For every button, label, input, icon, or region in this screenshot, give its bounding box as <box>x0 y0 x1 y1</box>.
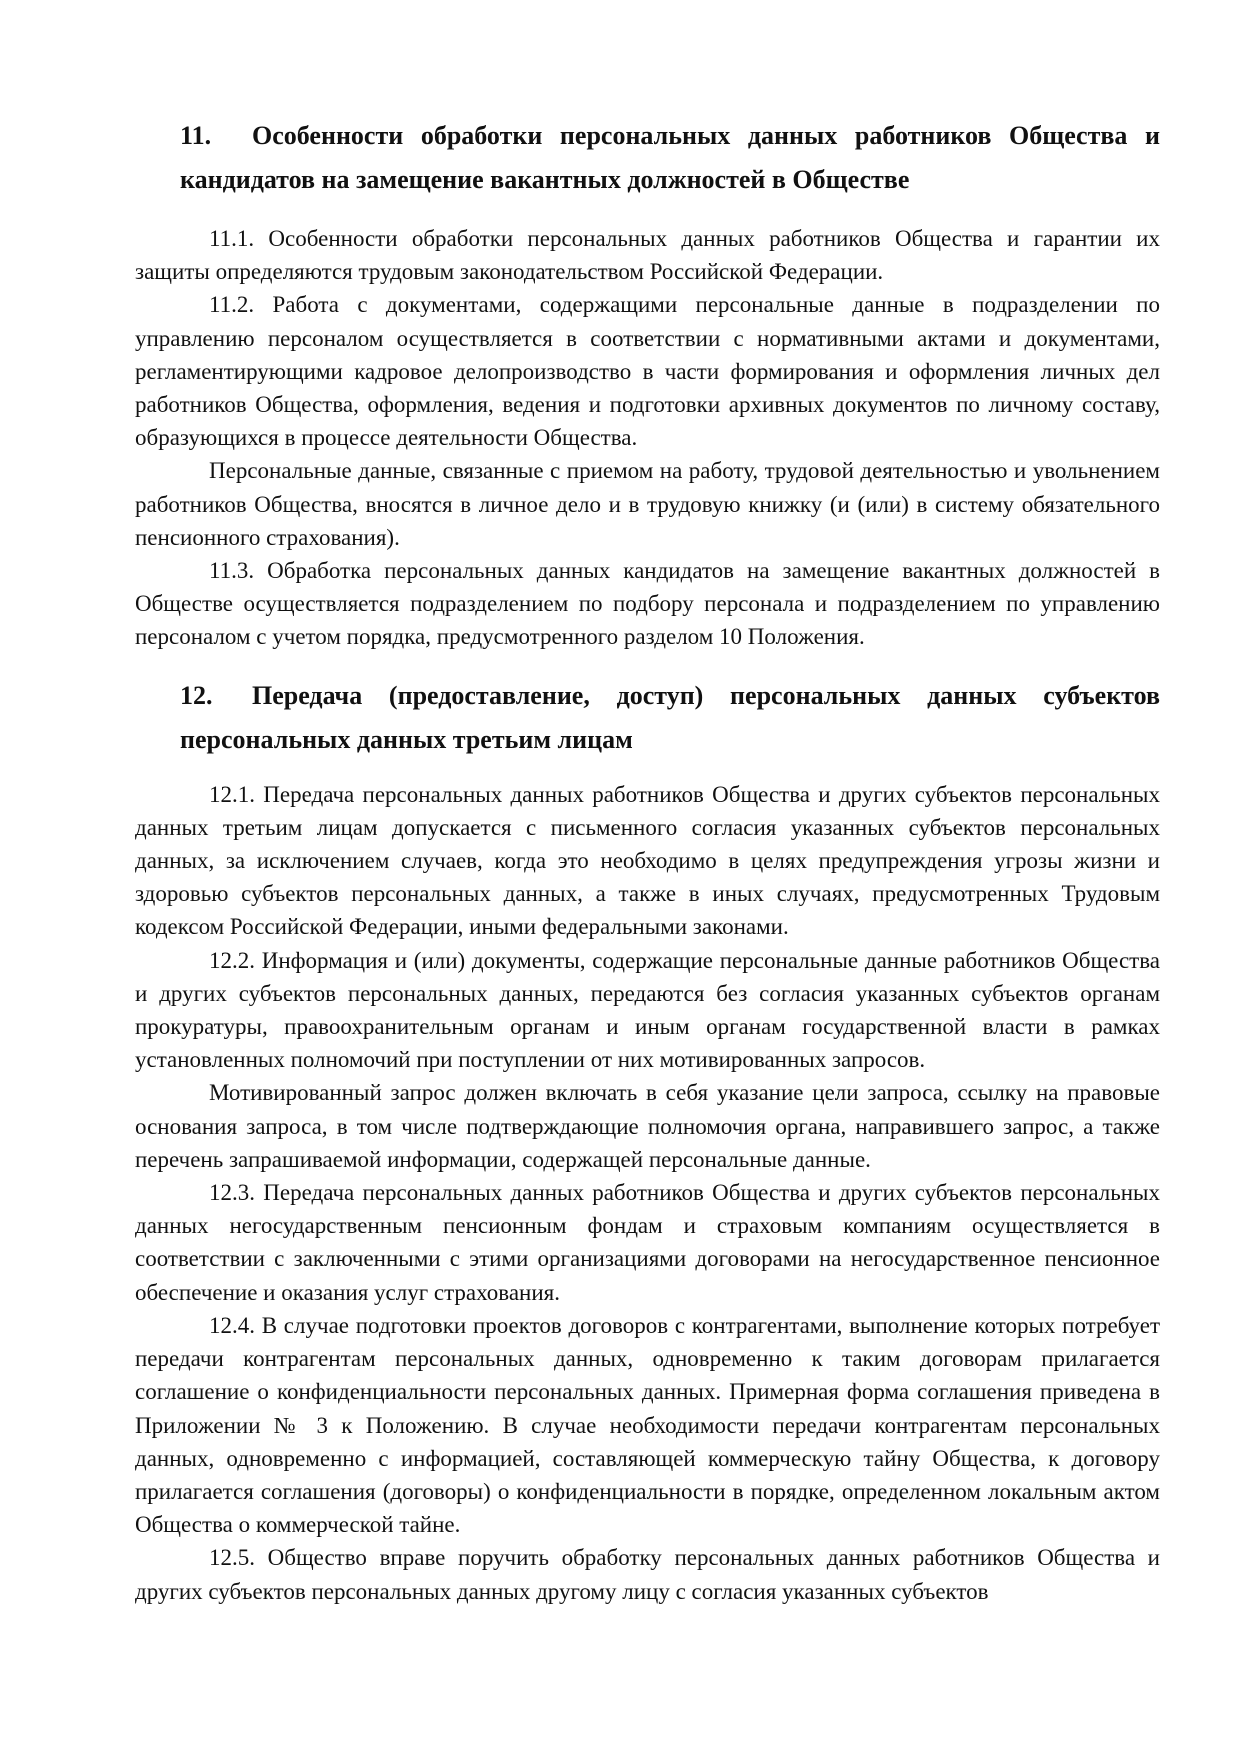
section-11-number: 11. <box>180 121 212 150</box>
paragraph-12-2: 12.2. Информация и (или) документы, содержащие персональные данные работников Общества и других субъектов персональных данных, передаются без согласия указанных субъектов органам прокуратуры, правоохранительным органам и иным органам государственной власти в рамках установленных полномочий при поступлении от них мотивированных запросов. <box>135 947 1160 1073</box>
paragraph-11-2: 11.2. Работа с документами, содержащими персональные данные в подразделении по управлению персоналом осуществляется в соответствии с нормативными актами и документами, регламентирующими кадровое делопроизводство в части формирования и оформления личных дел работников Общества, оформления, ведения и подготовки архивных документов по личному составу, образующихся в процессе деятельности Общества. <box>135 292 1160 451</box>
section-11-heading <box>135 114 1160 202</box>
document-content <box>135 114 1160 1608</box>
section-11-title: Особенности обработки персональных данных работников Общества и кандидатов на замещение вакантных должностей в Обществе <box>180 121 1160 194</box>
paragraph-11-3: 11.3. Обработка персональных данных кандидатов на замещение вакантных должностей в Обществе осуществляется подразделением по подбору персонала и подразделением по управлению персоналом с учетом порядка, предусмотренного разделом 10 Положения. <box>135 558 1160 650</box>
section-12-title: Передача (предоставление, доступ) персональных данных субъектов персональных данных третьим лицам <box>180 680 1160 754</box>
paragraph-12-2-continued: Мотивированный запрос должен включать в себя указание цели запроса, ссылку на правовые основания запроса, в том числе подтверждающие полномочия органа, направившего запрос, а также перечень запрашиваемой информации, содержащей персональные данные. <box>135 1080 1160 1172</box>
paragraph-11-2-continued: Персональные данные, связанные с приемом на работу, трудовой деятельностью и увольнением работников Общества, вносятся в личное дело и в трудовую книжку (и (или) в систему обязательного пенсионного страхования). <box>135 458 1160 550</box>
section-12-heading <box>135 674 1160 762</box>
paragraph-12-5: 12.5. Общество вправе поручить обработку персональных данных работников Общества и других субъектов персональных данных другому лицу с согласия указанных субъектов <box>135 1545 1160 1604</box>
section-12-number: 12. <box>180 680 213 710</box>
paragraph-12-3: 12.3. Передача персональных данных работников Общества и других субъектов персональных данных негосударственным пенсионным фондам и страховым компаниям осуществляется в соответствии с заключенными с этими организациями договорами на негосударственное пенсионное обеспечение и оказания услуг страхования. <box>135 1180 1160 1305</box>
paragraph-11-1: 11.1. Особенности обработки персональных данных работников Общества и гарантии их защиты определяются трудовым законодательством Российской Федерации. <box>135 226 1160 285</box>
paragraph-12-4: 12.4. В случае подготовки проектов договоров с контрагентами, выполнение которых потребует передачи контрагентам персональных данных, одновременно к таким договорам прилагается соглашение о конфиденциальности персональных данных. Примерная форма соглашения приведена в Приложении № 3 к Положению. В случае необходимости передачи контрагентам персональных данных, одновременно с информацией, составляющей коммерческую тайну Общества, к договору прилагается соглашения (договоры) о конфиденциальности в порядке, определенном локальным актом Общества о коммерческой тайне. <box>135 1312 1160 1538</box>
paragraph-12-1: 12.1. Передача персональных данных работников Общества и других субъектов персональных данных третьим лицам допускается с письменного согласия указанных субъектов персональных данных, за исключением случаев, когда это необходимо в целях предупреждения угрозы жизни и здоровью субъектов персональных данных, а также в иных случаях, предусмотренных Трудовым кодексом Российской Федерации, иными федеральными законами. <box>135 781 1160 940</box>
